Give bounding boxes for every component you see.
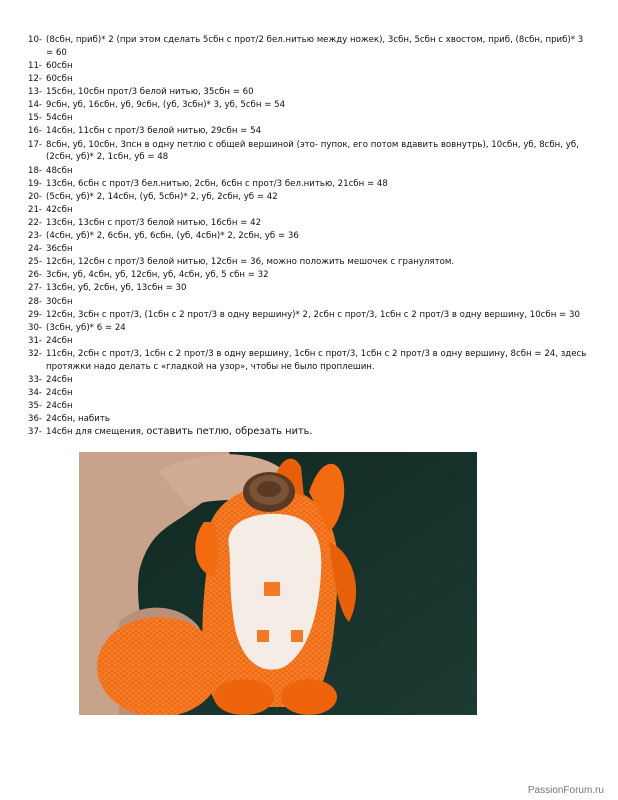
row-text [46, 191, 590, 204]
row-text-main: 30сбн [46, 296, 73, 307]
instruction-row [28, 400, 590, 413]
row-text-main: 12сбн, 3сбн с прот/3, (1сбн с 2 прот/3 в одну вершину)* 2, 2сбн с прот/3, 1сбн с 2 прот/3 в одну вершину, 10сбн = 30 [46, 309, 580, 320]
watermark: PassionForum.ru [527, 785, 604, 796]
row-number: 20- [28, 191, 43, 202]
row-text [46, 374, 590, 387]
row-text-main: 24сбн [46, 374, 73, 385]
row-text-main: 24сбн [46, 335, 73, 346]
instruction-row [28, 230, 590, 243]
row-number: 25- [28, 257, 43, 268]
instruction-row [28, 99, 590, 112]
row-text [46, 139, 590, 165]
row-number: 17- [28, 139, 43, 150]
row-text [46, 348, 590, 374]
row-text [46, 112, 590, 125]
instruction-row [28, 60, 590, 73]
instruction-row [28, 243, 590, 256]
row-text [46, 217, 590, 230]
instruction-row [28, 335, 590, 348]
row-text-main: 24сбн [46, 401, 73, 412]
row-number: 24- [28, 244, 43, 255]
instruction-row [28, 34, 590, 60]
row-number: 31- [28, 335, 43, 346]
row-number: 27- [28, 283, 43, 294]
row-text-main: (8сбн, приб)* 2 (при этом сделать 5сбн с прот/2 бел.нитью между ножек), 3сбн, 5сбн с хвостом, приб, (8сбн, приб)* 3 = 60 [46, 35, 584, 58]
instruction-row [28, 86, 590, 99]
row-number: 18- [28, 165, 43, 176]
row-text [46, 309, 590, 322]
instruction-row [28, 125, 590, 138]
instruction-row [28, 217, 590, 230]
row-text-main: 11сбн, 2сбн с прот/3, 1сбн с 2 прот/3 в одну вершину, 1сбн с прот/3, 1сбн с 2 прот/3 в одну вершину, 8сбн = 24, здесь протяжки надо делать с «гладкой на узор», чтобы не было проплешин. [46, 348, 587, 372]
instruction-row [28, 413, 590, 426]
row-text-main: (4сбн, уб)* 2, 6сбн, уб, 6сбн, (уб, 4сбн)* 2, 2сбн, уб = 36 [46, 231, 299, 242]
row-number: 36- [28, 414, 43, 425]
instruction-row [28, 282, 590, 295]
row-text-main: 8сбн, уб, 10сбн, 3псн в одну петлю с общей вершиной (это- пупок, его потом вдавить вовнутрь), 10сбн, уб, 8сбн, уб, (2сбн, уб)* 2, 1сбн, уб = 48 [46, 139, 579, 163]
row-text-main: 60сбн [46, 74, 73, 85]
row-text-suffix: оставить петлю, обрезать нить. [146, 426, 313, 438]
instruction-row [28, 387, 590, 400]
row-text [46, 204, 590, 217]
row-text [46, 86, 590, 99]
row-text-main: 54сбн [46, 113, 73, 124]
row-text [46, 322, 590, 335]
row-text [46, 230, 590, 243]
toy-photo [79, 452, 477, 715]
row-text [46, 269, 590, 282]
row-number: 23- [28, 231, 43, 242]
row-text [46, 73, 590, 86]
row-text [46, 426, 590, 439]
row-number: 16- [28, 126, 43, 137]
row-text [46, 387, 590, 400]
row-text [46, 99, 590, 112]
row-text [46, 400, 590, 413]
row-number: 37- [28, 427, 43, 438]
row-text [46, 60, 590, 73]
row-text-main: 13сбн, 6сбн с прот/3 бел.нитью, 2сбн, 6сбн с прот/3 бел.нитью, 21сбн = 48 [46, 178, 388, 189]
row-number: 11- [28, 61, 43, 71]
row-number: 30- [28, 322, 43, 333]
row-text-main: (5сбн, уб)* 2, 14сбн, (уб, 5сбн)* 2, уб, 2сбн, уб = 42 [46, 191, 278, 202]
row-number: 33- [28, 374, 43, 385]
row-text-main: 3сбн, уб, 4сбн, уб, 12сбн, уб, 4сбн, уб, 5 сбн = 32 [46, 270, 269, 281]
row-text-main: (3сбн, уб)* 6 = 24 [46, 322, 126, 333]
row-text [46, 243, 590, 256]
row-text-main: 36сбн [46, 244, 73, 255]
instruction-row [28, 426, 590, 439]
row-number: 12- [28, 74, 43, 85]
instruction-row [28, 178, 590, 191]
row-text-main: 14сбн для смещения, [46, 427, 147, 438]
row-number: 34- [28, 387, 43, 398]
row-number: 13- [28, 87, 43, 98]
instruction-row [28, 73, 590, 86]
row-text-main: 24сбн [46, 387, 73, 398]
instruction-row [28, 322, 590, 335]
row-text-main: 60сбн [46, 61, 73, 71]
instruction-row [28, 204, 590, 217]
instruction-row [28, 269, 590, 282]
row-text [46, 178, 590, 191]
row-text [46, 34, 590, 60]
instruction-row [28, 112, 590, 125]
row-number: 21- [28, 204, 43, 215]
row-text-main: 42сбн [46, 204, 73, 215]
instruction-row [28, 256, 590, 269]
instruction-row [28, 139, 590, 165]
row-text [46, 165, 590, 178]
row-number: 35- [28, 401, 43, 412]
row-text-main: 48сбн [46, 165, 73, 176]
squirrel-toy-image [79, 452, 477, 715]
row-text-main: 15сбн, 10сбн прот/3 белой нитью, 35сбн = 60 [46, 87, 254, 98]
row-text-main: 13сбн, 13сбн с прот/3 белой нитью, 16сбн = 42 [46, 217, 262, 228]
instruction-row [28, 374, 590, 387]
instruction-list [28, 34, 590, 439]
instruction-row [28, 165, 590, 178]
row-text [46, 256, 590, 269]
row-text-main: 24сбн, набить [46, 414, 110, 425]
row-number: 14- [28, 100, 43, 111]
row-number: 29- [28, 309, 43, 320]
instruction-row [28, 191, 590, 204]
row-text-main: 13сбн, уб, 2сбн, уб, 13сбн = 30 [46, 283, 187, 294]
instruction-row [28, 309, 590, 322]
instruction-row [28, 296, 590, 309]
row-text-main: 14сбн, 11сбн с прот/3 белой нитью, 29сбн = 54 [46, 126, 262, 137]
row-text [46, 413, 590, 426]
row-number: 19- [28, 178, 43, 189]
row-number: 22- [28, 217, 43, 228]
row-text [46, 296, 590, 309]
instruction-row [28, 348, 590, 374]
row-number: 15- [28, 113, 43, 124]
row-number: 28- [28, 296, 43, 307]
row-number: 32- [28, 348, 43, 359]
row-text [46, 282, 590, 295]
row-number: 26- [28, 270, 43, 281]
row-number: 10- [28, 35, 43, 45]
row-text [46, 335, 590, 348]
row-text-main: 12сбн, 12сбн с прот/3 белой нитью, 12сбн = 36, можно положить мешочек с гранулятом. [46, 257, 455, 268]
row-text [46, 125, 590, 138]
row-text-main: 9сбн, уб, 16сбн, уб, 9сбн, (уб, 3сбн)* 3, уб, 5сбн = 54 [46, 100, 286, 111]
